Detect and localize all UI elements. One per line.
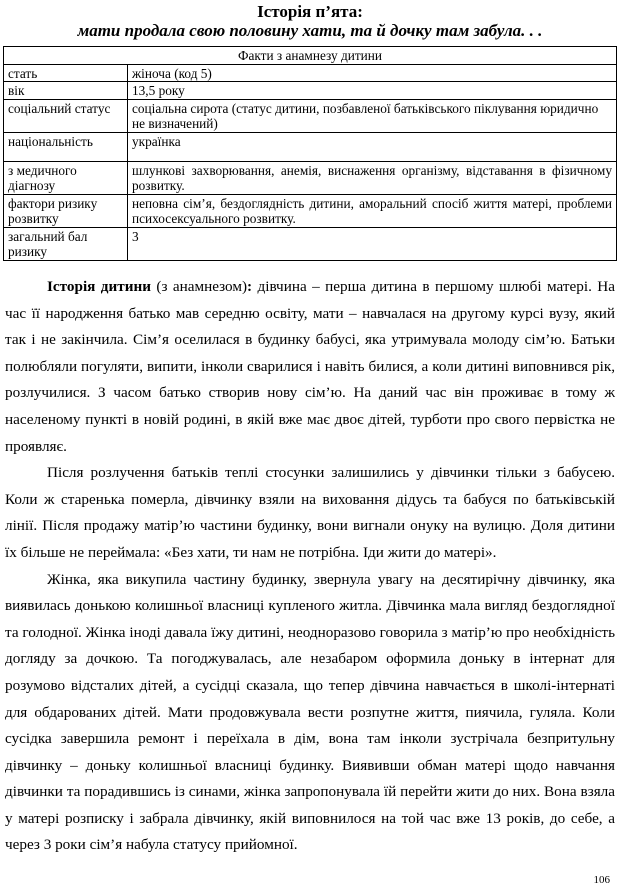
row-label: загальний бал ризику xyxy=(4,227,128,260)
table-header-row xyxy=(4,47,617,65)
paragraph: Жінка, яка викупила частину будинку, звернула увагу на десятирічну дівчинку, яка виявилась донькою колишньої власниці купленого житла. Дівчинка мала вигляд бездоглядної та голодної. Жінка іноді давала їжу дитині, неодноразово говорила з матір’ю про необхідність догляду за дочкою. Та погоджувалась, але незабаром оформила доньку в інтернат для розумово відсталих дітей, а сусідці сказала, що тепер дівчина навчається в школі-інтернаті для обдарованих дітей. Мати продовжувала вести розпутне життя, пиячила, гуляла. Коли сусідка завершила ремонт і переїхала в дім, вона там інколи зустрічала безпритульну дівчинку – доньку колишньої власниці будинку. Виявивши обман матері щодо навчання дівчинки та порадившись із синами, жінка запропонувала їй перейти жити до них. Вона взяла у матері розписку і забрала дівчинку, якій виповнилося на той час вже 13 років, до себе, а через 3 роки сім’я набула статусу прийомної. xyxy=(5,570,615,854)
table-row xyxy=(4,64,617,82)
story-text xyxy=(5,274,615,859)
page-subtitle: мати продала свою половину хати, та й дочку там забула. . . xyxy=(77,21,543,40)
table-header: Факти з анамнезу дитини xyxy=(4,47,617,65)
row-value: 3 xyxy=(128,227,617,260)
row-label: вік xyxy=(4,82,128,100)
page-title: Історія п’ята: xyxy=(257,2,363,21)
row-value: українка xyxy=(128,132,617,161)
paragraph-lead-note: (з анамнезом) xyxy=(150,278,248,295)
paragraph-text: дівчина – перша дитина в першому шлюбі матері. На час її народження батько мав середню освіту, мати – навчалася на другому курсі вузу, який так і не закінчила. Сім’я оселилася в будинку бабусі, яка утримувала молоду сім’ю. Батьки полюбляли погуляти, випити, інколи сварилися і навіть билися, а коли дитині виповнився рік, розлучилися. З часом батько створив нову сім’ю. На даний час він проживає в тому ж населеному пункті в новій родині, в якій вже має двоє дітей, турботи про свого первістка не проявляє. xyxy=(5,278,615,455)
facts-table xyxy=(3,46,617,261)
row-label: стать xyxy=(4,64,128,82)
paragraph-lead: Історія дитини xyxy=(47,278,151,295)
row-label: фактори ризику розвитку xyxy=(4,194,128,227)
row-label: соціальний статус xyxy=(4,99,128,132)
table-row xyxy=(4,132,617,161)
table-row xyxy=(4,99,617,132)
row-label: з медичного діагнозу xyxy=(4,161,128,194)
table-row xyxy=(4,227,617,260)
paragraph xyxy=(5,274,615,460)
table-row xyxy=(4,82,617,100)
row-value: жіноча (код 5) xyxy=(128,64,617,82)
row-value: неповна сім’я, бездоглядність дитини, аморальний спосіб життя матері, проблеми психосексуального розвитку. xyxy=(128,194,617,227)
paragraph: Після розлучення батьків теплі стосунки залишились у дівчинки тільки з бабусею. Коли ж старенька померла, дівчинку взяли на виховання дідусь та бабуся по батьківській лінії. Після продажу матір’ю частини будинку, вони вигнали онуку на вулицю. Доля дитини їх більше не переймала: «Без хати, ти нам не потрібна. Іди жити до матері». xyxy=(5,464,615,561)
page-number: 106 xyxy=(593,874,610,886)
row-value: соціальна сирота (статус дитини, позбавленої батьківського піклування юридично не визначений) xyxy=(128,99,617,132)
row-value: 13,5 року xyxy=(128,82,617,100)
row-value: шлункові захворювання, анемія, виснаження організму, відставання в фізичному розвитку. xyxy=(128,161,617,194)
paragraph-lead-colon: : xyxy=(247,278,253,295)
table-row xyxy=(4,194,617,227)
row-label: національність xyxy=(4,132,128,161)
table-row xyxy=(4,161,617,194)
